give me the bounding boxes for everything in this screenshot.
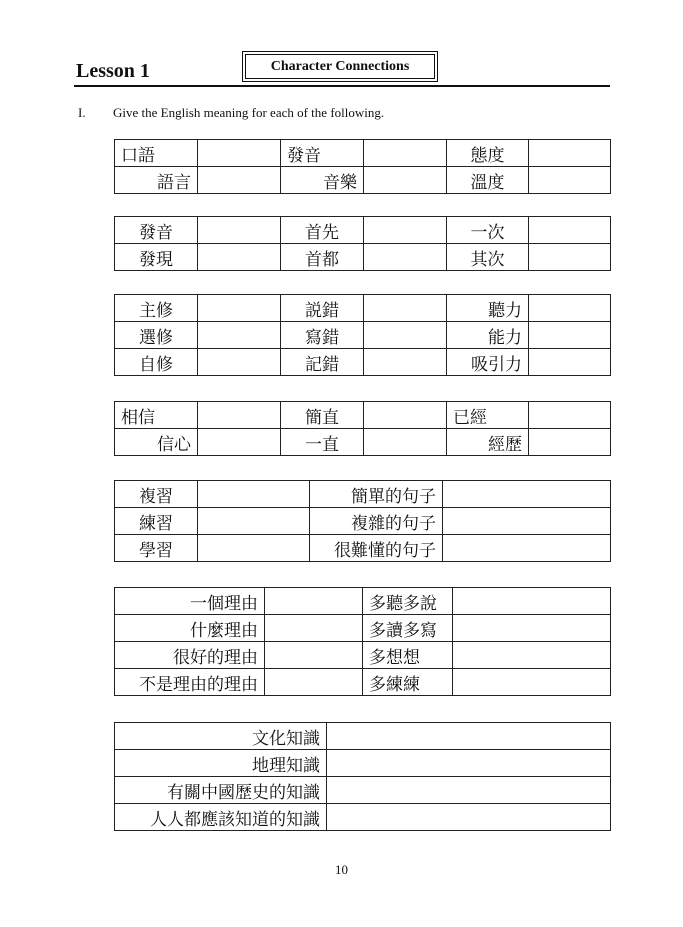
answer-cell[interactable] <box>453 669 611 696</box>
table-row <box>115 777 611 804</box>
term-cell: 相信 <box>115 402 198 429</box>
term-cell: 多練練 <box>363 669 453 696</box>
term-cell: 不是理由的理由 <box>115 669 265 696</box>
answer-cell[interactable] <box>364 295 447 322</box>
term-cell: 發音 <box>115 217 198 244</box>
term-cell: 語言 <box>115 167 198 194</box>
answer-cell[interactable] <box>198 349 281 376</box>
answer-cell[interactable] <box>198 535 310 562</box>
term-cell: 複習 <box>115 481 198 508</box>
answer-cell[interactable] <box>198 508 310 535</box>
term-cell: 一個理由 <box>115 588 265 615</box>
term-cell: 經歷 <box>447 429 529 456</box>
answer-cell[interactable] <box>364 349 447 376</box>
table-row <box>115 508 611 535</box>
answer-cell[interactable] <box>364 429 447 456</box>
vocab-table-7 <box>114 722 611 831</box>
answer-cell[interactable] <box>443 481 611 508</box>
vocab-table-1 <box>114 139 611 194</box>
page-number: 10 <box>335 862 348 877</box>
answer-cell[interactable] <box>443 535 611 562</box>
term-cell: 能力 <box>447 322 529 349</box>
term-cell: 地理知識 <box>115 750 327 777</box>
term-cell: 自修 <box>115 349 198 376</box>
answer-cell[interactable] <box>198 322 281 349</box>
table-row <box>115 535 611 562</box>
term-cell: 口語 <box>115 140 198 167</box>
table-row <box>115 429 611 456</box>
term-cell: 發現 <box>115 244 198 271</box>
term-cell: 有關中國歷史的知識 <box>115 777 327 804</box>
answer-cell[interactable] <box>529 322 611 349</box>
term-cell: 一次 <box>447 217 529 244</box>
table-row <box>115 167 611 194</box>
answer-cell[interactable] <box>453 588 611 615</box>
section-number: I. <box>78 105 86 120</box>
term-cell: 其次 <box>447 244 529 271</box>
answer-cell[interactable] <box>364 167 447 194</box>
answer-cell[interactable] <box>327 804 611 831</box>
answer-cell[interactable] <box>529 295 611 322</box>
answer-cell[interactable] <box>327 750 611 777</box>
term-cell: 溫度 <box>447 167 529 194</box>
term-cell: 寫錯 <box>281 322 364 349</box>
term-cell: 選修 <box>115 322 198 349</box>
term-cell: 信心 <box>115 429 198 456</box>
term-cell: 吸引力 <box>447 349 529 376</box>
answer-cell[interactable] <box>198 429 281 456</box>
answer-cell[interactable] <box>265 669 363 696</box>
term-cell: 什麼理由 <box>115 615 265 642</box>
term-cell: 首先 <box>281 217 364 244</box>
table-row <box>115 295 611 322</box>
answer-cell[interactable] <box>265 615 363 642</box>
table-row <box>115 217 611 244</box>
table-row <box>115 588 611 615</box>
term-cell: 多讀多寫 <box>363 615 453 642</box>
answer-cell[interactable] <box>529 167 611 194</box>
answer-cell[interactable] <box>198 167 281 194</box>
term-cell: 複雜的句子 <box>310 508 443 535</box>
vocab-table-6 <box>114 587 611 696</box>
table-row <box>115 322 611 349</box>
answer-cell[interactable] <box>364 322 447 349</box>
answer-cell[interactable] <box>198 402 281 429</box>
table-row <box>115 402 611 429</box>
table-row <box>115 642 611 669</box>
vocab-table-2 <box>114 216 611 271</box>
table-row <box>115 669 611 696</box>
table-row <box>115 481 611 508</box>
answer-cell[interactable] <box>265 642 363 669</box>
answer-cell[interactable] <box>529 140 611 167</box>
term-cell: 文化知識 <box>115 723 327 750</box>
answer-cell[interactable] <box>198 244 281 271</box>
answer-cell[interactable] <box>529 349 611 376</box>
answer-cell[interactable] <box>198 217 281 244</box>
term-cell: 很難懂的句子 <box>310 535 443 562</box>
answer-cell[interactable] <box>453 642 611 669</box>
answer-cell[interactable] <box>364 402 447 429</box>
answer-cell[interactable] <box>327 723 611 750</box>
term-cell: 音樂 <box>281 167 364 194</box>
term-cell: 人人都應該知道的知識 <box>115 804 327 831</box>
table-row <box>115 244 611 271</box>
section-title-box: Character Connections <box>245 54 435 79</box>
table-row <box>115 615 611 642</box>
answer-cell[interactable] <box>529 217 611 244</box>
lesson-title: Lesson 1 <box>76 60 150 82</box>
answer-cell[interactable] <box>453 615 611 642</box>
term-cell: 發音 <box>281 140 364 167</box>
term-cell: 主修 <box>115 295 198 322</box>
term-cell: 多聽多說 <box>363 588 453 615</box>
header-rule <box>74 85 610 87</box>
vocab-table-3 <box>114 294 611 376</box>
term-cell: 説錯 <box>281 295 364 322</box>
vocab-table-4 <box>114 401 611 456</box>
term-cell: 簡直 <box>281 402 364 429</box>
term-cell: 學習 <box>115 535 198 562</box>
answer-cell[interactable] <box>327 777 611 804</box>
term-cell: 一直 <box>281 429 364 456</box>
table-row <box>115 723 611 750</box>
term-cell: 練習 <box>115 508 198 535</box>
term-cell: 首都 <box>281 244 364 271</box>
answer-cell[interactable] <box>198 481 310 508</box>
table-row <box>115 140 611 167</box>
answer-cell[interactable] <box>364 217 447 244</box>
answer-cell[interactable] <box>198 295 281 322</box>
term-cell: 記錯 <box>281 349 364 376</box>
term-cell: 很好的理由 <box>115 642 265 669</box>
term-cell: 態度 <box>447 140 529 167</box>
answer-cell[interactable] <box>364 244 447 271</box>
answer-cell[interactable] <box>443 508 611 535</box>
vocab-table-5 <box>114 480 611 562</box>
table-row <box>115 349 611 376</box>
answer-cell[interactable] <box>529 429 611 456</box>
answer-cell[interactable] <box>265 588 363 615</box>
table-row <box>115 750 611 777</box>
answer-cell[interactable] <box>529 244 611 271</box>
answer-cell[interactable] <box>198 140 281 167</box>
term-cell: 聽力 <box>447 295 529 322</box>
answer-cell[interactable] <box>364 140 447 167</box>
answer-cell[interactable] <box>529 402 611 429</box>
table-row <box>115 804 611 831</box>
instruction-text: Give the English meaning for each of the following. <box>113 105 385 120</box>
term-cell: 已經 <box>447 402 529 429</box>
term-cell: 多想想 <box>363 642 453 669</box>
term-cell: 簡單的句子 <box>310 481 443 508</box>
